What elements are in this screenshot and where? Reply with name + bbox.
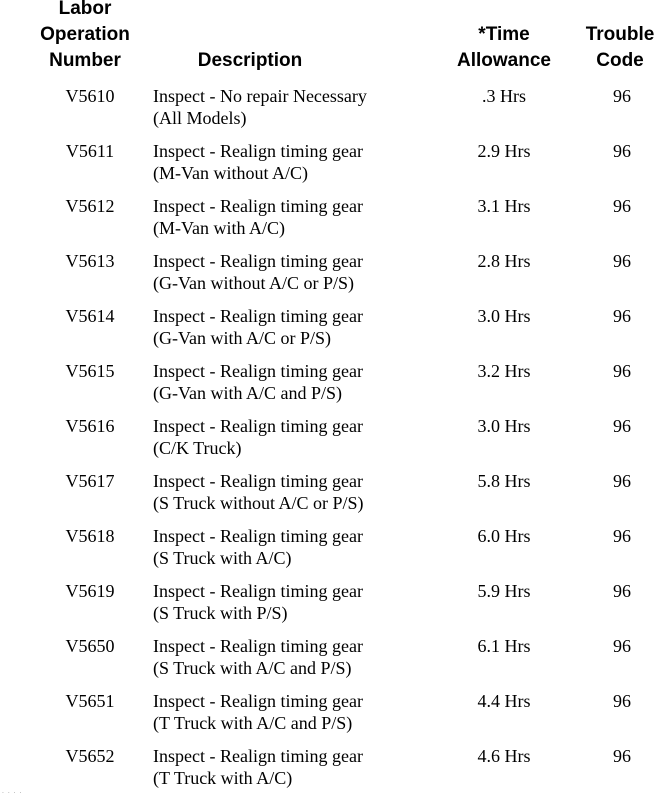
table-row [0, 414, 672, 464]
time-allowance-cell: 3.2 Hrs [477, 361, 531, 381]
labor-number-cell: V5650 [65, 636, 115, 656]
labor-number-cell: V5651 [65, 691, 115, 711]
trouble-code-cell: 96 [613, 196, 631, 216]
time-allowance-cell: 3.0 Hrs [477, 306, 531, 326]
description-line2: (G-Van with A/C and P/S) [153, 383, 342, 403]
table-row [0, 139, 672, 189]
description-cell [153, 195, 363, 239]
description-line2: (T Truck with A/C and P/S) [153, 713, 353, 733]
trouble-code-cell: 96 [613, 416, 631, 436]
description-cell [153, 470, 364, 514]
table-row [0, 249, 672, 299]
description-line1: Inspect - Realign timing gear [153, 361, 363, 381]
trouble-code-cell: 96 [613, 306, 631, 326]
table-row [0, 359, 672, 409]
table-row [0, 689, 672, 739]
labor-number-cell: V5616 [65, 416, 115, 436]
description-cell [153, 415, 363, 459]
description-cell [153, 360, 363, 404]
header-time-line2: Allowance [457, 50, 551, 71]
table-row [0, 579, 672, 629]
description-cell [153, 525, 363, 569]
time-allowance-cell: 5.9 Hrs [477, 581, 531, 601]
labor-number-cell: V5614 [65, 306, 115, 326]
labor-number-cell: V5617 [65, 471, 115, 491]
description-line1: Inspect - Realign timing gear [153, 471, 363, 491]
description-cell [153, 140, 363, 184]
description-cell [153, 635, 363, 679]
description-cell [153, 580, 363, 624]
description-cell [153, 690, 363, 734]
description-cell [153, 305, 363, 349]
header-time-line1: *Time [478, 24, 530, 45]
description-line2: (S Truck without A/C or P/S) [153, 493, 364, 513]
time-allowance-cell: 6.0 Hrs [477, 526, 531, 546]
time-allowance-cell: 4.6 Hrs [477, 746, 531, 766]
labor-number-cell: V5612 [65, 196, 115, 216]
description-line2: (C/K Truck) [153, 438, 242, 458]
table-row [0, 744, 672, 794]
trouble-code-cell: 96 [613, 361, 631, 381]
labor-number-cell: V5618 [65, 526, 115, 546]
table-row [0, 469, 672, 519]
description-line2: (G-Van without A/C or P/S) [153, 273, 355, 293]
time-allowance-cell: 3.1 Hrs [477, 196, 531, 216]
trouble-code-cell: 96 [613, 746, 631, 766]
description-line2: (T Truck with A/C) [153, 768, 293, 788]
description-cell [153, 250, 363, 294]
table-row [0, 304, 672, 354]
table-row [0, 634, 672, 684]
trouble-code-cell: 96 [613, 471, 631, 491]
header-trouble-code [574, 22, 666, 74]
header-labor-line1: Labor [58, 0, 112, 19]
time-allowance-cell: 5.8 Hrs [477, 471, 531, 491]
time-allowance-cell: 4.4 Hrs [477, 691, 531, 711]
trouble-code-cell: 96 [613, 251, 631, 271]
description-cell [153, 745, 363, 789]
table-row [0, 84, 672, 134]
description-line1: Inspect - Realign timing gear [153, 526, 363, 546]
description-line2: (S Truck with P/S) [153, 603, 288, 623]
table-row [0, 194, 672, 244]
description-line1: Inspect - Realign timing gear [153, 636, 363, 656]
description-line1: Inspect - Realign timing gear [153, 196, 363, 216]
trouble-code-cell: 96 [613, 526, 631, 546]
labor-number-cell: V5613 [65, 251, 115, 271]
header-labor-operation-number [20, 0, 150, 74]
description-line2: (S Truck with A/C) [153, 548, 292, 568]
time-allowance-cell: 3.0 Hrs [477, 416, 531, 436]
trouble-code-cell: 96 [613, 86, 631, 106]
description-line1: Inspect - Realign timing gear [153, 416, 363, 436]
description-line1: Inspect - Realign timing gear [153, 581, 363, 601]
description-line1: Inspect - Realign timing gear [153, 691, 363, 711]
description-line1: Inspect - Realign timing gear [153, 306, 363, 326]
description-line1: Inspect - No repair Necessary [153, 86, 367, 106]
trouble-code-cell: 96 [613, 691, 631, 711]
labor-number-cell: V5610 [65, 86, 115, 106]
labor-number-cell: V5615 [65, 361, 115, 381]
trouble-code-cell: 96 [613, 141, 631, 161]
time-allowance-cell: 2.8 Hrs [477, 251, 531, 271]
labor-number-cell: V5611 [65, 141, 115, 161]
time-allowance-cell: .3 Hrs [482, 86, 526, 106]
time-allowance-cell: 2.9 Hrs [477, 141, 531, 161]
description-line2: (All Models) [153, 108, 247, 128]
description-line1: Inspect - Realign timing gear [153, 746, 363, 766]
time-allowance-cell: 6.1 Hrs [477, 636, 531, 656]
labor-number-cell: V5619 [65, 581, 115, 601]
header-description: Description [197, 50, 303, 71]
description-line2: (G-Van with A/C or P/S) [153, 328, 332, 348]
description-line2: (M-Van without A/C) [153, 163, 308, 183]
header-labor-line2: Operation [40, 24, 130, 45]
description-line2: (M-Van with A/C) [153, 218, 285, 238]
header-time-allowance [444, 22, 564, 74]
labor-number-cell: V5652 [65, 746, 115, 766]
trouble-code-cell: 96 [613, 581, 631, 601]
description-line2: (S Truck with A/C and P/S) [153, 658, 352, 678]
header-labor-line3: Number [49, 50, 121, 71]
description-cell [153, 85, 367, 129]
trouble-code-cell: 96 [613, 636, 631, 656]
header-trouble-line2: Code [596, 50, 644, 71]
header-trouble-line1: Trouble [585, 24, 655, 45]
scan-artifact: · · · · [2, 790, 23, 797]
description-line1: Inspect - Realign timing gear [153, 141, 363, 161]
table-row [0, 524, 672, 574]
description-line1: Inspect - Realign timing gear [153, 251, 363, 271]
